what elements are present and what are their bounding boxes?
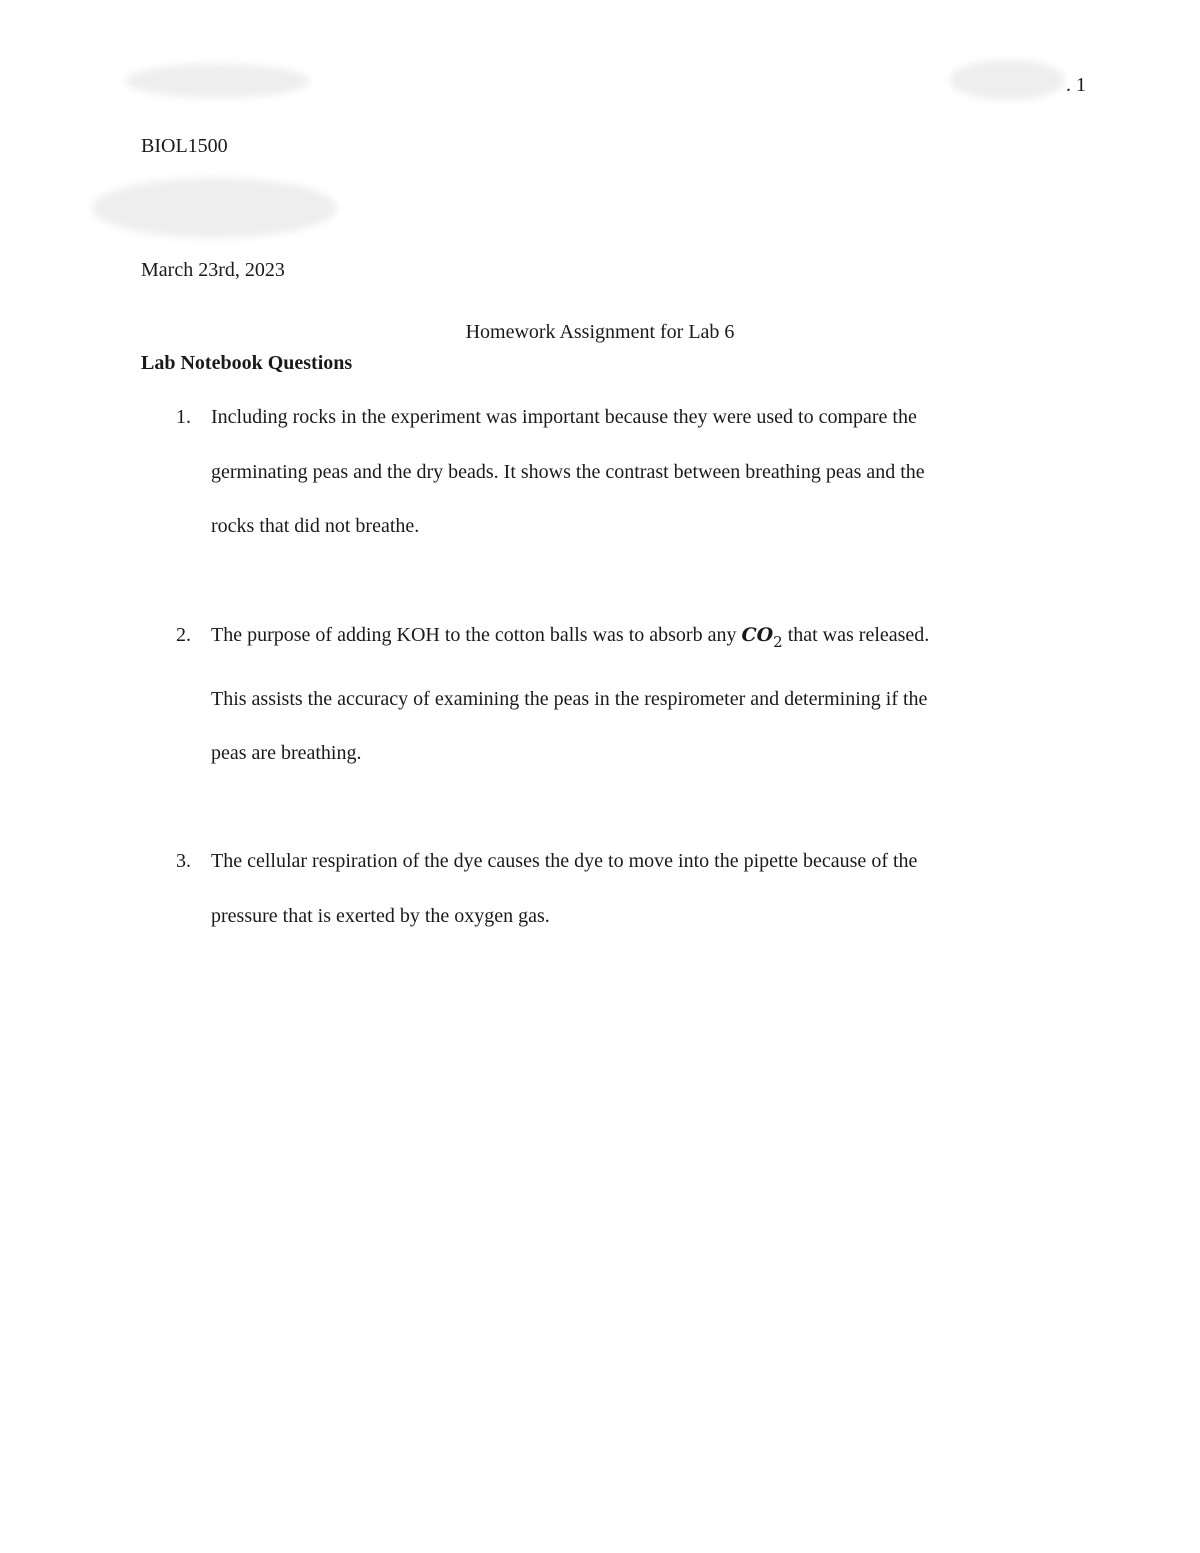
answer-2-line-2: This assists the accuracy of examining the peas in the respirometer and determining if the	[211, 688, 928, 710]
answer-1-number: 1.	[176, 406, 191, 428]
section-heading: Lab Notebook Questions	[141, 352, 353, 374]
redacted-header-name	[950, 60, 1065, 100]
redacted-instructor-name	[92, 178, 337, 238]
answer-1-line-2: germinating peas and the dry beads. It shows the contrast between breathing peas and the	[211, 461, 925, 483]
answer-3-number: 3.	[176, 850, 191, 872]
answer-2-line-1-text-before: The purpose of adding KOH to the cotton balls was to absorb any	[211, 624, 737, 646]
course-code: BIOL1500	[141, 135, 228, 157]
document-date: March 23rd, 2023	[141, 259, 285, 281]
answer-2-line-3: peas are breathing.	[211, 742, 362, 764]
co2-formula	[741, 624, 783, 651]
redacted-author-name	[125, 64, 310, 98]
answer-2-number: 2.	[176, 624, 191, 646]
page-number: . 1	[1066, 74, 1086, 96]
answer-2-line-1-text-after: that was released.	[787, 624, 930, 646]
co2-formula-main: CO	[741, 624, 774, 646]
answer-2-line-1	[211, 624, 929, 651]
co2-formula-subscript: 2	[773, 633, 783, 651]
document-title: Homework Assignment for Lab 6	[465, 321, 735, 343]
answer-1-line-1: Including rocks in the experiment was important because they were used to compare the	[211, 406, 917, 428]
answer-1-line-3: rocks that did not breathe.	[211, 515, 420, 537]
answer-3-line-1: The cellular respiration of the dye causes the dye to move into the pipette because of the	[211, 850, 918, 872]
answer-3-line-2: pressure that is exerted by the oxygen gas.	[211, 905, 550, 927]
